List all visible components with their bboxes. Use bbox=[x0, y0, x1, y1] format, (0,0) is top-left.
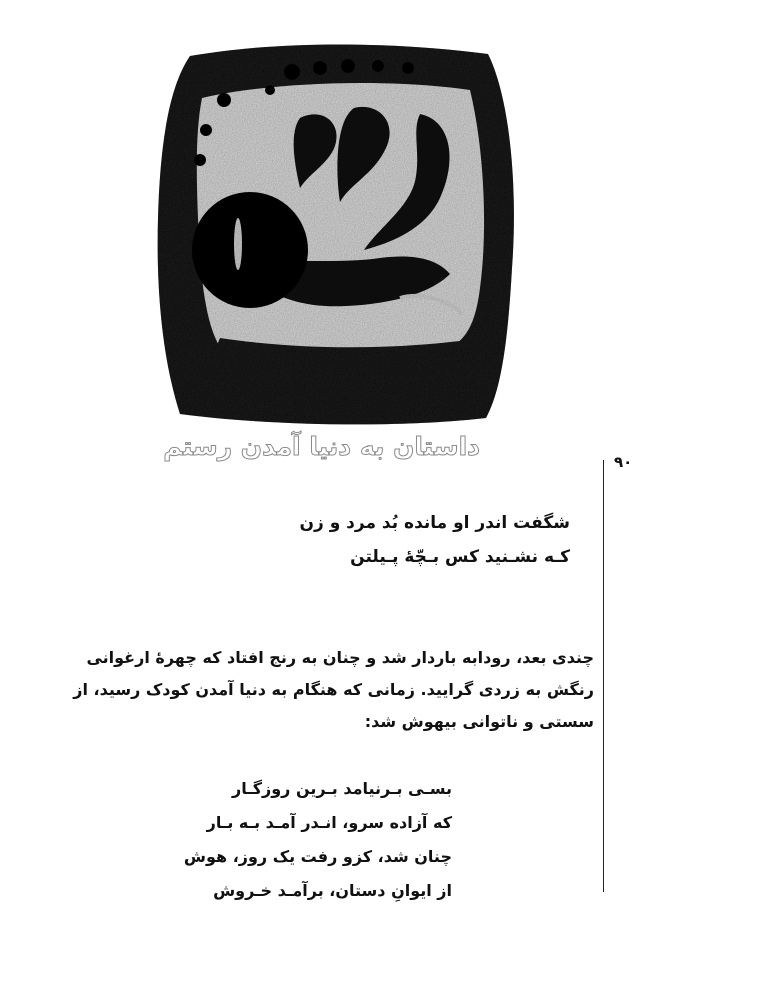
chapter-title: داستان به دنیا آمدن رستم bbox=[163, 432, 480, 461]
page-number: ۹۰ bbox=[614, 453, 633, 471]
verse-stanza-2 bbox=[183, 772, 452, 908]
prose-line: رنگش به زردی گرایید. زمانی که هنگام به دنیا آمدن کودک رسید، از bbox=[73, 680, 594, 699]
verse-line: چنان شد، کزو رفت یک روز، هوش bbox=[183, 847, 452, 866]
prose-line: سستی و ناتوانی بیهوش شد: bbox=[364, 712, 594, 731]
ceramic-fragment-image bbox=[150, 38, 518, 428]
verse-line: کـه نشـنید کس بـچّهٔ پـیلتن bbox=[350, 547, 570, 567]
margin-divider-line bbox=[603, 460, 604, 892]
verse-line: شگفت اندر او مانده بُد مرد و زن bbox=[299, 513, 570, 533]
verse-line: از ایوانِ دستان، برآمـد خـروش bbox=[213, 881, 452, 900]
verse-line: که آزاده سرو، انـدر آمـد بـه بـار bbox=[206, 813, 452, 832]
prose-paragraph bbox=[72, 642, 594, 738]
verse-couplet-1 bbox=[270, 506, 570, 574]
verse-line: بسـی بـرنیامد بـرین روزگـار bbox=[232, 779, 452, 798]
prose-line: چندی بعد، رودابه باردار شد و چنان به رنج افتاد که چهرهٔ ارغوانی bbox=[86, 648, 594, 667]
